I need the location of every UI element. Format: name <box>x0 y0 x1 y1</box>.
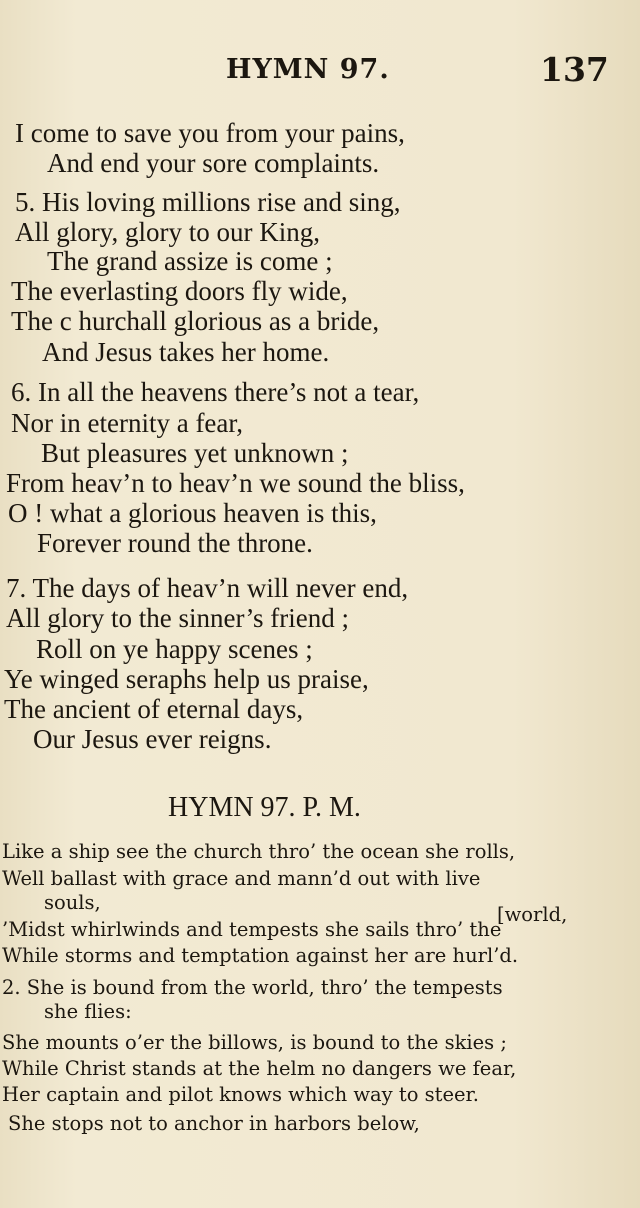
running-head <box>0 50 640 94</box>
hymn-line: Her captain and pilot knows which way to steer. <box>2 1083 479 1106</box>
verse-line: Forever round the throne. <box>37 528 313 558</box>
verse-line: O ! what a glorious heaven is this, <box>8 498 377 528</box>
page-number: 137 <box>540 50 609 89</box>
verse-line: And end your sore complaints. <box>47 148 380 178</box>
hymn-line: [world, <box>497 903 568 926</box>
hymn-line: souls, <box>44 891 101 914</box>
verse-line: Roll on ye happy scenes ; <box>36 634 313 664</box>
verse-line: Our Jesus ever reigns. <box>33 724 272 754</box>
hymn-line: She mounts o’er the billows, is bound to the skies ; <box>2 1031 507 1054</box>
verse-line: 6. In all the heavens there’s not a tear, <box>11 377 420 407</box>
verse-line: From heav’n to heav’n we sound the bliss, <box>6 468 465 498</box>
verse-line: I come to save you from your pains, <box>15 118 405 148</box>
hymn-line: she flies: <box>44 1000 132 1023</box>
verse-line: And Jesus takes her home. <box>42 337 330 367</box>
verse-line: All glory to the sinner’s friend ; <box>6 603 349 633</box>
verse-line: 5. His loving millions rise and sing, <box>15 187 401 217</box>
hymn-line: 2. She is bound from the world, thro’ the tempests <box>2 976 503 999</box>
hymn-line: While storms and temptation against her are hurl’d. <box>2 944 519 967</box>
verse-line: The everlasting doors fly wide, <box>11 276 348 306</box>
verse-line: The grand assize is come ; <box>47 246 333 276</box>
running-head-title: HYMN 97. <box>226 54 390 85</box>
hymn-line: She stops not to anchor in harbors below, <box>8 1112 420 1135</box>
hymn-line: ’Midst whirlwinds and tempests she sails thro’ the <box>2 918 502 941</box>
verse-line: All glory, glory to our King, <box>15 217 320 247</box>
hymn-line: Like a ship see the church thro’ the ocean she rolls, <box>2 840 516 863</box>
verse-line: 7. The days of heav’n will never end, <box>6 573 409 603</box>
verse-line: Ye winged seraphs help us praise, <box>4 664 369 694</box>
verse-line: But pleasures yet unknown ; <box>41 438 349 468</box>
verse-line: Nor in eternity a fear, <box>11 408 244 438</box>
hymn-line: Well ballast with grace and mann’d out with live <box>2 867 481 890</box>
hymn-line: While Christ stands at the helm no dangers we fear, <box>2 1057 517 1080</box>
verse-line: The c hurchall glorious as a bride, <box>11 306 380 336</box>
hymn-title: HYMN 97. P. M. <box>168 792 361 823</box>
verse-line: The ancient of eternal days, <box>4 694 304 724</box>
